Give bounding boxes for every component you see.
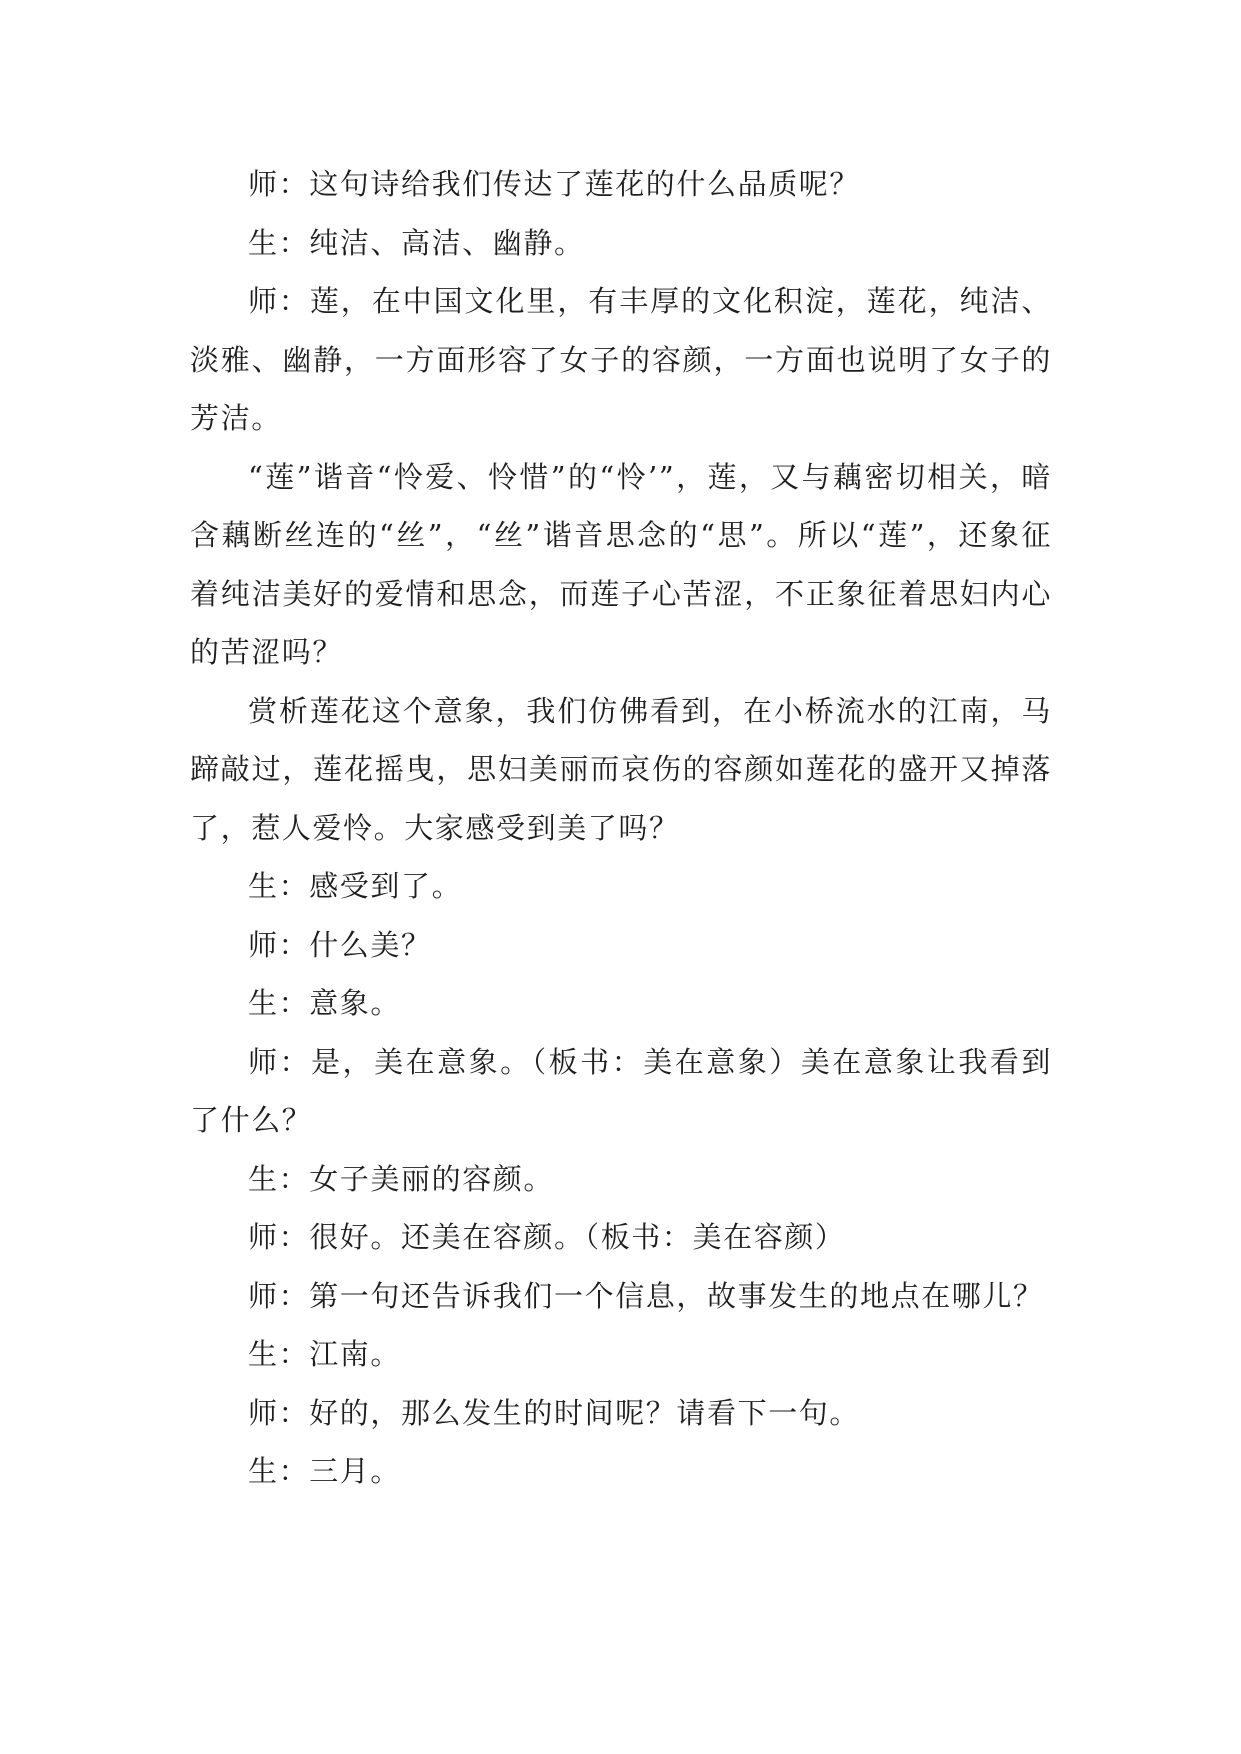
dialogue-paragraph: 师：莲，在中国文化里，有丰厚的文化积淀，莲花，纯洁、淡雅、幽静，一方面形容了女子的容颜，一方面也说明了女子的芳洁。	[190, 284, 1052, 435]
dialogue-line: 师：这句诗给我们传达了莲花的什么品质呢？	[248, 167, 861, 201]
dialogue-line: 生：纯洁、高洁、幽静。	[248, 225, 585, 260]
dialogue-line: 师：什么美？	[248, 927, 432, 962]
dialogue-paragraph: 师：是，美在意象。（板书：美在意象）美在意象让我看到了什么？	[190, 1044, 1052, 1137]
body-paragraph: 赏析莲花这个意象，我们仿佛看到，在小桥流水的江南，马蹄敲过，莲花摇曳，思妇美丽而哀伤的容颜如莲花的盛开又掉落了，惹人爱怜。大家感受到美了吗？	[190, 693, 1052, 845]
document-body	[190, 155, 1052, 1501]
dialogue-line: 生：三月。	[248, 1454, 402, 1488]
dialogue-line: 生：意象。	[248, 986, 402, 1020]
dialogue-line: 生：女子美丽的容颜。	[248, 1161, 555, 1196]
dialogue-line: 师：很好。还美在容颜。（板书：美在容颜）	[248, 1220, 846, 1254]
dialogue-line: 生：感受到了。	[248, 869, 463, 903]
dialogue-paragraph: 师：第一句还告诉我们一个信息，故事发生的地点在哪儿？	[248, 1278, 1044, 1313]
dialogue-line: 生：江南。	[248, 1337, 402, 1371]
body-paragraph: “莲”谐音“怜爱、怜惜”的“怜’”，莲，又与藕密切相关，暗含藕断丝连的“丝”，“丝”谐音思念的“思”。所以“莲”，还象征着纯洁美好的爱情和思念，而莲子心苦涩，不正象征着思妇内心的苦涩吗？	[190, 459, 1052, 669]
dialogue-line: 师：好的，那么发生的时间呢？请看下一句。	[248, 1395, 861, 1430]
